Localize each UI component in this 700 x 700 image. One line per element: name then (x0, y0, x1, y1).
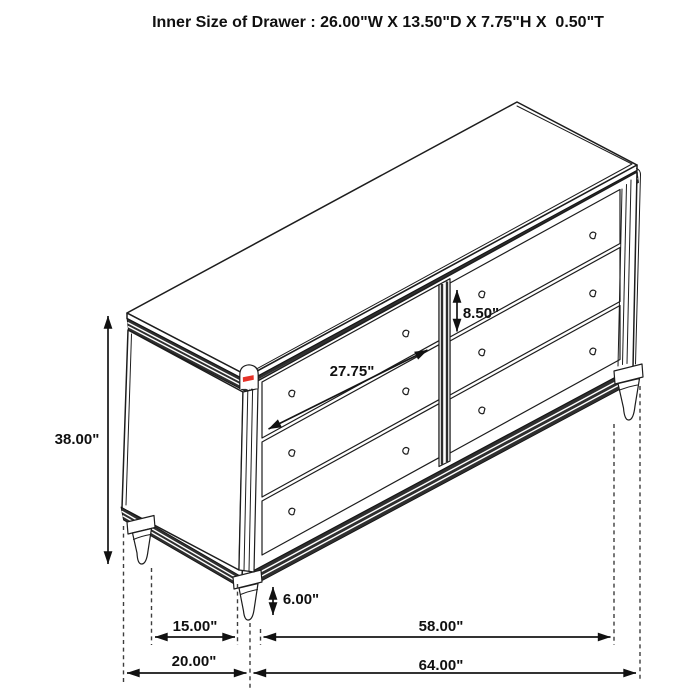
knob-icon (289, 508, 295, 515)
dimension-label: 6.00" (282, 591, 320, 608)
center-divider (439, 279, 450, 467)
knob-icon (479, 291, 485, 298)
dimension-label: 20.00" (171, 653, 217, 670)
dimension-label: 64.00" (418, 657, 464, 674)
dim-overall-depth (127, 653, 247, 673)
dresser-drawing (121, 102, 643, 620)
dimension-label: 38.00" (54, 431, 100, 448)
knob-icon (590, 232, 596, 239)
knob-icon (403, 330, 409, 337)
knob-icon (479, 349, 485, 356)
dim-leg-height (273, 587, 319, 615)
dim-overall-width (254, 657, 637, 674)
leg-front-right (614, 364, 643, 420)
dim-side-leg-inset (155, 618, 235, 637)
knob-icon (289, 450, 295, 457)
knob-icon (590, 290, 596, 297)
dimension-label: 15.00" (172, 618, 218, 635)
knob-icon (403, 448, 409, 455)
page-title: Inner Size of Drawer : 26.00"W X 13.50"D X 7.75"H X 0.50"T (152, 14, 604, 31)
knob-icon (289, 390, 295, 397)
dimension-label: 58.00" (418, 618, 464, 635)
knob-icon (403, 388, 409, 395)
knob-icon (590, 348, 596, 355)
knob-icon (479, 407, 485, 414)
dimension-label: 8.50" (462, 305, 500, 322)
dimension-label: 27.75" (329, 363, 375, 380)
dim-overall-height (55, 316, 108, 564)
dim-front-leg-span (264, 618, 611, 637)
leg-front-side (127, 516, 155, 565)
